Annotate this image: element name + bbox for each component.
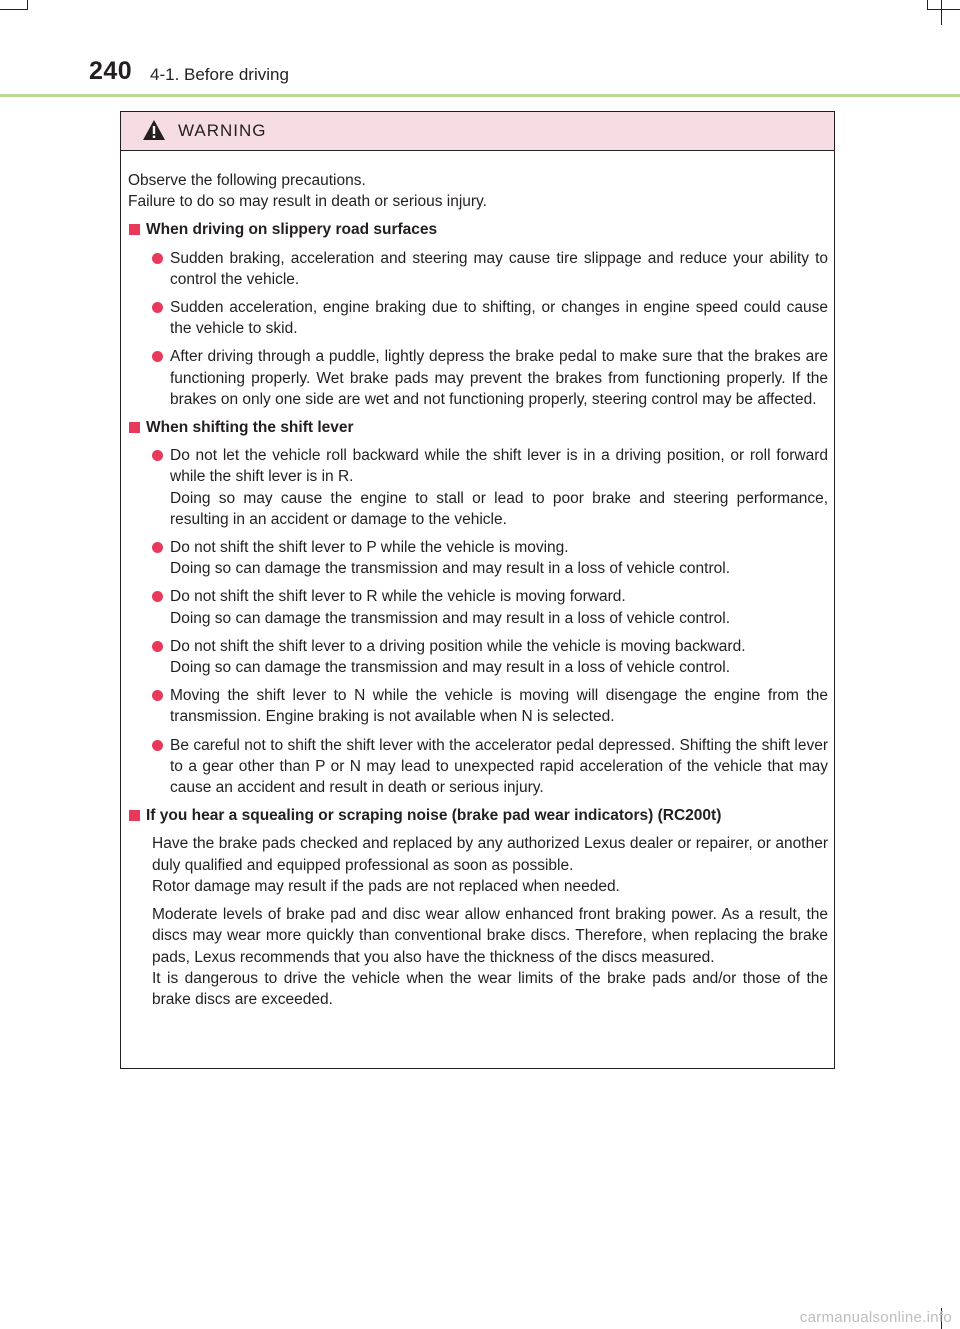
section-title: 4-1. Before driving	[150, 65, 289, 84]
header-divider	[0, 94, 960, 97]
list-item	[128, 248, 828, 290]
intro-line: Observe the following precautions.	[128, 172, 366, 189]
list-item-text: Doing so may cause the engine to stall or lead to poor brake and steering performance, resulting in an accident or damage to the vehicle.	[170, 489, 828, 528]
warning-title: WARNING	[178, 121, 267, 140]
warning-intro	[128, 170, 828, 212]
round-bullet-icon	[152, 542, 163, 553]
paragraph-text: Have the brake pads checked and replaced by any authorized Lexus dealer or repairer, or another duly qualified and equipped professional as soon as possible.	[152, 835, 828, 874]
list-item-text: Be careful not to shift the shift lever with the accelerator pedal depressed. Shifting the shift lever to a gear other than P or N may lead to unexpected rapid acceleration of the vehicle that may cause an accident and result in death or serious injury.	[170, 736, 828, 797]
paragraph	[128, 904, 828, 1010]
round-bullet-icon	[152, 450, 163, 461]
square-bullet-icon	[129, 422, 140, 433]
paragraph	[128, 833, 828, 897]
section-heading	[128, 805, 828, 826]
square-bullet-icon	[129, 224, 140, 235]
list-item-text: Do not shift the shift lever to R while the vehicle is moving forward.	[170, 588, 626, 606]
round-bullet-icon	[152, 740, 163, 751]
list-item-text: Doing so can damage the transmission and may result in a loss of vehicle control.	[170, 659, 731, 677]
section-heading	[128, 417, 828, 438]
list-item	[128, 685, 828, 727]
list-item	[128, 636, 828, 678]
list-item	[128, 346, 828, 410]
list-item	[128, 586, 828, 628]
list-item-text: Doing so can damage the transmission and may result in a loss of vehicle control.	[170, 560, 731, 578]
round-bullet-icon	[152, 253, 163, 264]
watermark: carmanualsonline.info	[799, 1309, 952, 1326]
section-heading-text: When shifting the shift lever	[146, 419, 354, 437]
section-heading-text: When driving on slippery road surfaces	[146, 221, 438, 239]
section-heading	[128, 219, 828, 240]
page-number: 240	[89, 57, 133, 85]
list-item-text: Do not let the vehicle roll backward while the shift lever is in a driving position, or roll forward while the shift lever is in R.	[170, 447, 828, 486]
list-item	[128, 445, 828, 530]
list-item	[128, 297, 828, 339]
intro-line: Failure to do so may result in death or serious injury.	[128, 193, 487, 211]
section-heading-text: If you hear a squealing or scraping noise (brake pad wear indicators) (RC200t)	[146, 807, 722, 825]
paragraph-text: Moderate levels of brake pad and disc wear allow enhanced front braking power. As a result, the discs may wear more quickly than conventional brake discs. Therefore, when replacing the brake pads, Lexus recommends that you also have the thickness of the discs measured.	[152, 906, 828, 966]
list-item-text: Moving the shift lever to N while the vehicle is moving will disengage the engine from the transmission. Engine braking is not available when N is selected.	[170, 687, 828, 726]
paragraph-text: Rotor damage may result if the pads are not replaced when needed.	[152, 877, 620, 895]
square-bullet-icon	[129, 810, 140, 821]
round-bullet-icon	[152, 641, 163, 652]
warning-header	[121, 112, 834, 151]
list-item	[128, 537, 828, 579]
round-bullet-icon	[152, 690, 163, 701]
list-item-text: Sudden braking, acceleration and steering may cause tire slippage and reduce your ability to control the vehicle.	[170, 249, 828, 288]
round-bullet-icon	[152, 351, 163, 362]
list-item-text: After driving through a puddle, lightly depress the brake pedal to make sure that the brakes are functioning properly. Wet brake pads may prevent the brakes from functioning properly. If the brakes on only one side are wet and not functioning properly, steering control may be affected.	[170, 348, 828, 408]
round-bullet-icon	[152, 591, 163, 602]
warning-body	[121, 151, 834, 1010]
page-header	[0, 0, 960, 100]
list-item-text: Do not shift the shift lever to a driving position while the vehicle is moving backward.	[170, 637, 746, 655]
warning-box	[120, 111, 835, 1069]
warning-triangle-icon	[142, 119, 166, 141]
list-item	[128, 735, 828, 799]
paragraph-text: It is dangerous to drive the vehicle when the wear limits of the brake pads and/or those of the brake discs are exceeded.	[152, 969, 828, 1008]
round-bullet-icon	[152, 302, 163, 313]
list-item-text: Doing so can damage the transmission and may result in a loss of vehicle control.	[170, 609, 731, 627]
list-item-text: Do not shift the shift lever to P while the vehicle is moving.	[170, 539, 569, 557]
list-item-text: Sudden acceleration, engine braking due to shifting, or changes in engine speed could cause the vehicle to skid.	[170, 299, 828, 338]
